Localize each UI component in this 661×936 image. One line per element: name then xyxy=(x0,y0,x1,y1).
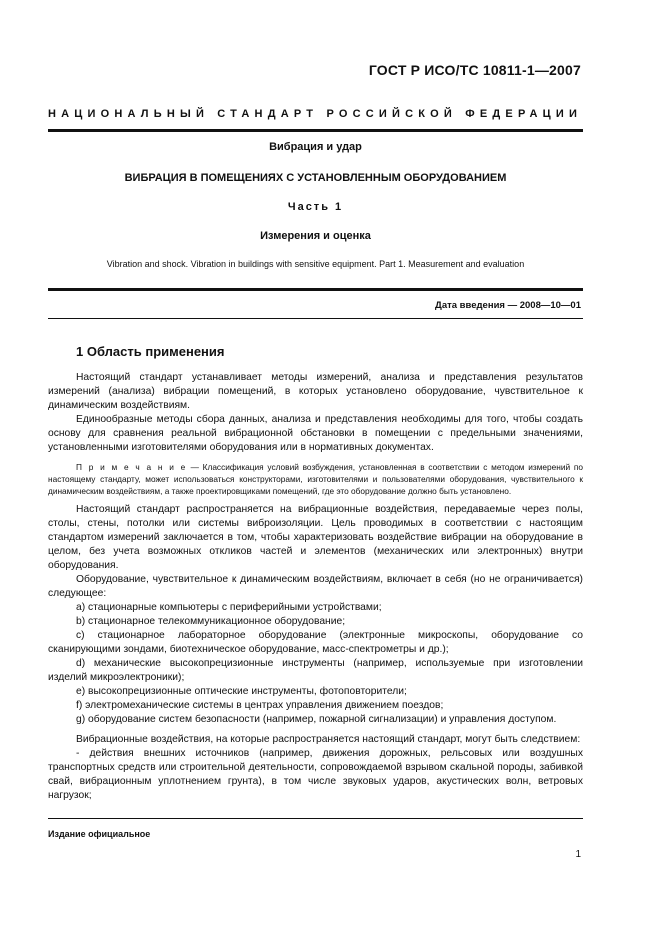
list-item: f) электромеханические системы в центрах управления движением поездов; xyxy=(76,700,444,711)
list-item: d) механические высокопрецизионные инструменты (например, используемые при изготовлении изделий микроэлектроники); xyxy=(48,658,583,683)
introduction-date: Дата введения — 2008—10—01 xyxy=(435,300,581,311)
english-title: Vibration and shock. Vibration in buildings with sensitive equipment. Part 1. Measurement and evaluation xyxy=(106,259,525,269)
list-item: - действия внешних источников (например, движения дорожных, рельсовых или воздушных транспортных средств или строительной деятельности, сопровождаемой взрывом скальной породы, забивкой свай, вибрационным уплотнением грунта), в том числе звуковых ударов, акустических волн, ветровых нагрузок; xyxy=(48,748,583,801)
national-standard-banner: НАЦИОНАЛЬНЫЙ СТАНДАРТ РОССИЙСКОЙ ФЕДЕРАЦИИ xyxy=(48,108,583,120)
list-item: е) высокопрецизионные оптические инструменты, фотоповторители; xyxy=(76,686,407,697)
note-text: — Классификация условий возбуждения, установленная в соответствии с методом измерений по настоящему стандарту, может использоваться конструкторами, изготовителями и пользователями оборудования, чувствительного к динамическим воздействиям, а также проектировщиками помещений, где это оборудование должно быть установлено. xyxy=(48,462,584,496)
list-item: с) стационарное лабораторное оборудование (электронные микроскопы, оборудование со сканирующими зондами, биотехническое оборудование, масс-спектрометры и др.); xyxy=(48,630,583,655)
header-rule xyxy=(48,129,583,132)
paragraph: Оборудование, чувствительное к динамическим воздействиям, включает в себя (но не ограничивается) следующее: xyxy=(48,574,583,599)
standard-title: ВИБРАЦИЯ В ПОМЕЩЕНИЯХ С УСТАНОВЛЕННЫМ ОБОРУДОВАНИЕМ xyxy=(124,172,507,184)
page-number: 1 xyxy=(575,849,581,860)
section-body xyxy=(48,371,583,803)
paragraph: Настоящий стандарт распространяется на вибрационные воздействия, передаваемые через полы, столы, стены, потолки или системы виброизоляции. Цель проводимых в соответствии с настоящим стандартом измерений заключается в том, чтобы характеризовать воздействие вибрации на оборудование в целом, без учета возможных откликов частей и элементов (механических или электронных) внутри оборудования. xyxy=(48,504,583,571)
standard-subject: Вибрация и удар xyxy=(269,141,362,153)
edition-label: Издание официальное xyxy=(48,829,151,839)
paragraph: Вибрационные воздействия, на которые распространяется настоящий стандарт, могут быть следствием: xyxy=(76,734,581,745)
part-title: Измерения и оценка xyxy=(260,230,371,242)
paragraph: Единообразные методы сбора данных, анализа и представления необходимы для того, чтобы создать основу для сравнения реальной вибрационной обстановки в помещении с предельными значениями, установленными изготовителями оборудования или в нормативных документах. xyxy=(48,414,583,453)
list-item: g) оборудование систем безопасности (например, пожарной сигнализации) и управления доступом. xyxy=(76,714,557,725)
document-code: ГОСТ Р ИСО/ТС 10811-1—2007 xyxy=(368,62,581,78)
paragraph: Настоящий стандарт устанавливает методы измерений, анализа и представления результатов измерений (анализа) вибрации помещений, в которых установлено оборудование, чувствительное к динамическим воздействиям. xyxy=(48,372,583,411)
note-label: П р и м е ч а н и е xyxy=(76,462,187,472)
footer-rule xyxy=(48,818,583,819)
part-number: Часть 1 xyxy=(287,201,344,213)
section-heading: 1 Область применения xyxy=(76,344,225,359)
note xyxy=(48,461,583,497)
title-rule xyxy=(48,288,583,291)
list-item: а) стационарные компьютеры с периферийными устройствами; xyxy=(76,602,382,613)
list-item: b) стационарное телекоммуникационное оборудование; xyxy=(76,616,346,627)
date-rule xyxy=(48,318,583,319)
